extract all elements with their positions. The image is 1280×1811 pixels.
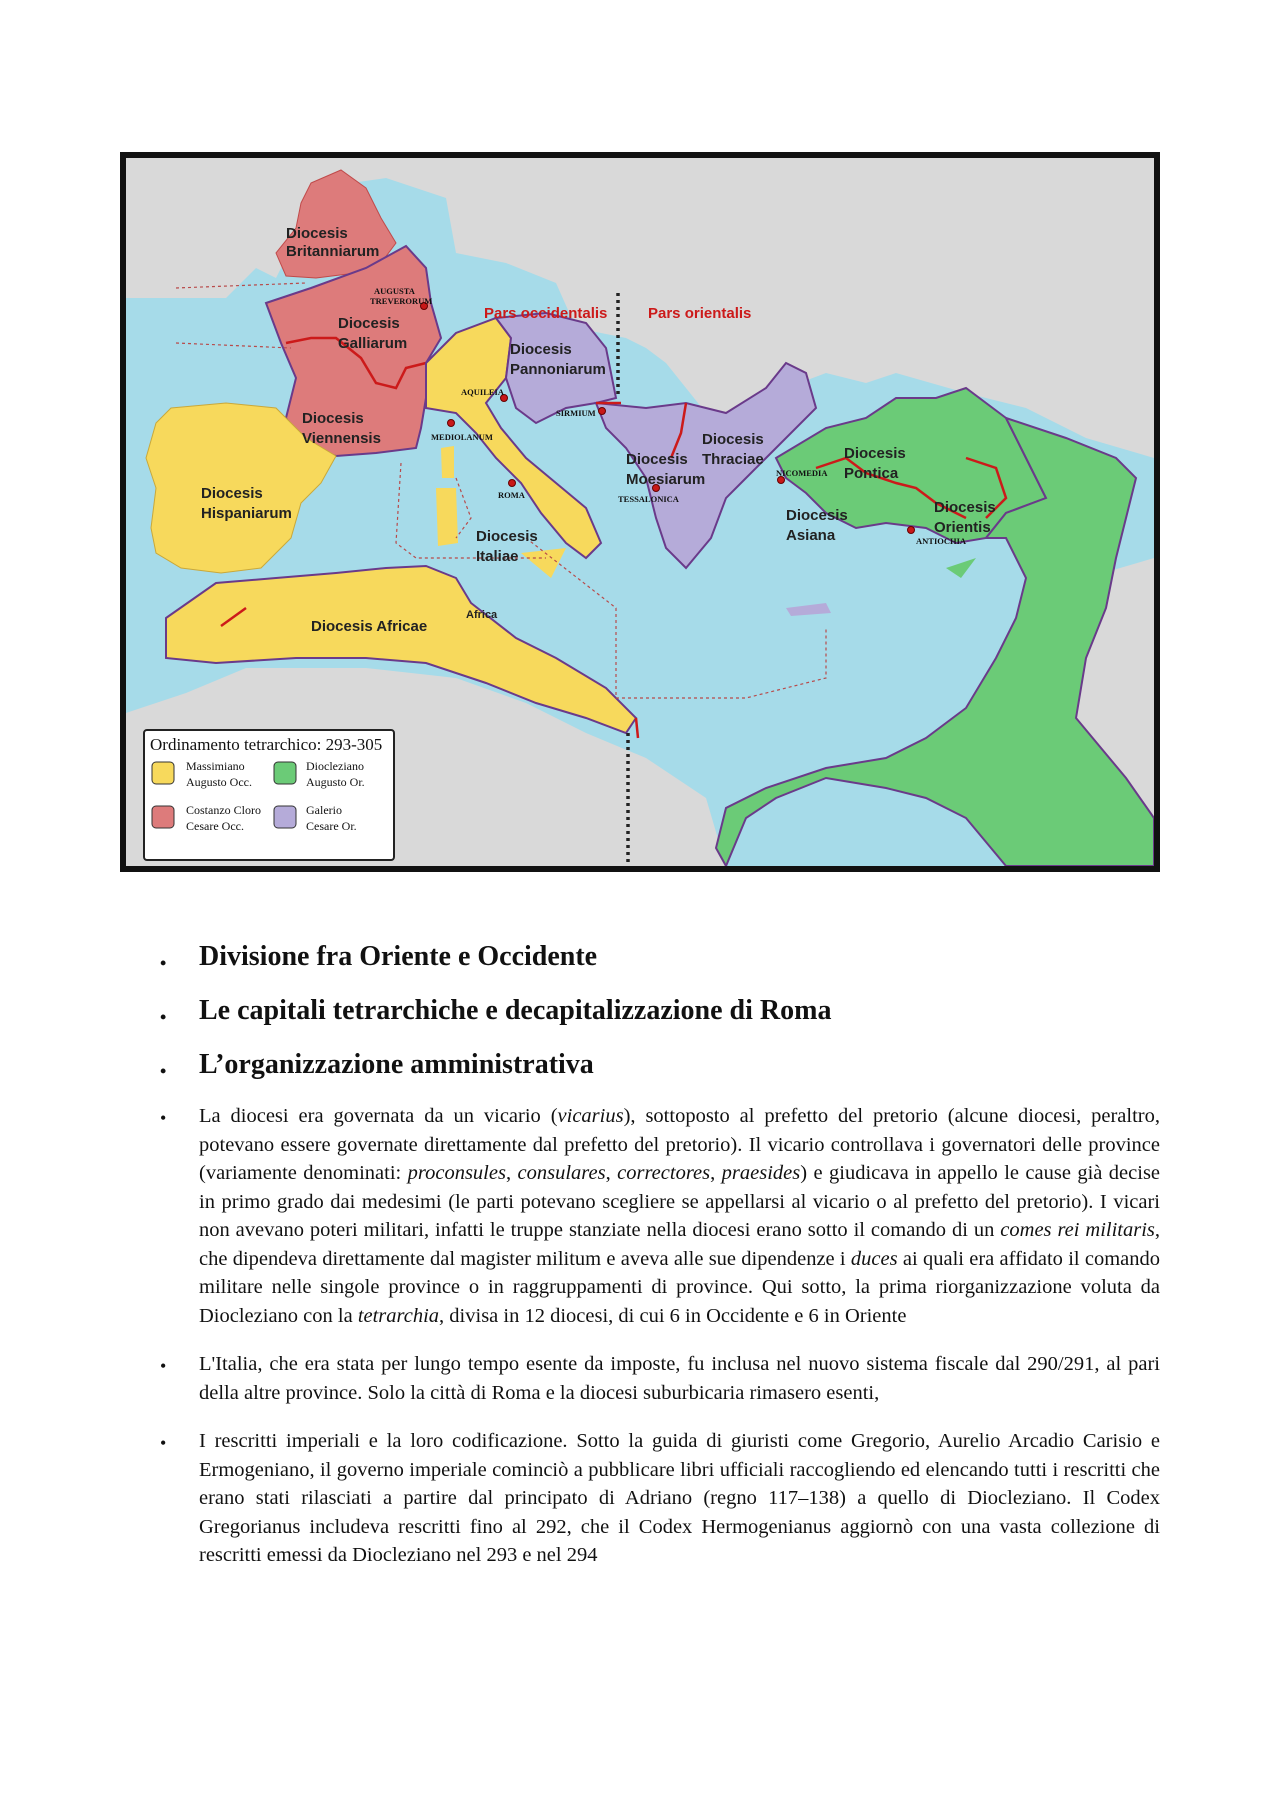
p1-italic: tetrarchia xyxy=(357,1304,440,1327)
legend-costanzo-1: Costanzo Cloro xyxy=(186,803,261,817)
label-pontica-1: Diocesis xyxy=(844,445,906,462)
label-britanniarum-2: Britanniarum xyxy=(286,243,380,260)
label-hispaniarum-2: Hispaniarum xyxy=(201,505,292,522)
legend-galerio-1: Galerio xyxy=(306,803,342,817)
label-pars-orientalis: Pars orientalis xyxy=(648,305,752,322)
map-image xyxy=(126,158,1154,866)
p1-text: La diocesi era governata da un vicario ( xyxy=(199,1105,558,1127)
bullet: • xyxy=(160,953,167,973)
label-pannoniarum-2: Pannoniarum xyxy=(510,361,606,378)
label-galliarum-1: Diocesis xyxy=(338,315,400,332)
isle-sardinia xyxy=(436,488,458,546)
heading-text: L’organizzazione amministrativa xyxy=(199,1049,594,1080)
label-orientis-1: Diocesis xyxy=(934,499,996,516)
legend-swatch-diocleziano xyxy=(274,762,296,784)
city-nicomedia: NICOMEDIA xyxy=(776,468,828,478)
p1-italic: correctores xyxy=(617,1162,711,1184)
legend-diocleziano-2: Augusto Or. xyxy=(306,775,365,789)
label-thraciae-1: Diocesis xyxy=(702,431,764,448)
p1-italic: duces xyxy=(850,1247,898,1270)
paragraph-rescritti xyxy=(160,1427,1160,1570)
label-pars-occidentalis: Pars occidentalis xyxy=(484,305,608,322)
p1-italic: comes rei militaris xyxy=(1000,1219,1155,1241)
paragraph-vicario xyxy=(160,1102,1160,1330)
page-text xyxy=(160,940,1160,1590)
p1-text: , xyxy=(605,1162,618,1184)
label-africa-region: Africa xyxy=(466,609,498,621)
label-asiana-2: Asiana xyxy=(786,527,836,544)
heading-capitals xyxy=(160,994,1160,1028)
label-pontica-2: Pontica xyxy=(844,465,899,482)
label-moesiarum-2: Moesiarum xyxy=(626,471,706,488)
city-antiochia: ANTIOCHIA xyxy=(916,536,967,546)
label-hispaniarum-1: Diocesis xyxy=(201,485,263,502)
isle-corsica xyxy=(441,446,454,478)
city-tessalonica: TESSALONICA xyxy=(618,494,679,504)
heading-administration xyxy=(160,1048,1160,1082)
p3-text: I rescritti imperiali e la loro codificazione. Sotto la guida di giuristi come Gregorio, Aurelio Arcadio Carisio e Ermogeniano, il governo imperiale cominciò a pubblicare libri ufficiali raccogliendo ed elencando tutti i rescritti che erano stati rilasciati a partire dal principato di Adriano (regno 117–138) a quello di Diocleziano. Il Codex Gregorianus includeva rescritti fino al 292, che il Codex Hermogenianus aggiornò con una vasta collezione di rescritti emessi da Diocleziano nel 293 e nel 294 xyxy=(199,1430,1160,1566)
bullet: • xyxy=(160,1061,167,1081)
p1-text: , divisa in 12 diocesi, di cui 6 in Occidente e 6 in Oriente xyxy=(439,1304,907,1327)
label-italiae-2: Italiae xyxy=(476,548,519,565)
bullet: • xyxy=(160,1108,167,1128)
city-sirmium: SIRMIUM xyxy=(556,408,596,418)
tetrarchy-map xyxy=(120,152,1160,872)
p2-text: L'Italia, che era stata per lungo tempo esente da imposte, fu inclusa nel nuovo sistema fiscale dal 290/291, al pari della altre province. Solo la città di Roma e la diocesi suburbicaria rimasero esenti, xyxy=(199,1353,1160,1404)
legend-costanzo-2: Cesare Occ. xyxy=(186,819,244,833)
p1-italic: consulares xyxy=(517,1162,606,1184)
legend-swatch-costanzo xyxy=(152,806,174,828)
bullet: • xyxy=(160,1433,167,1453)
label-thraciae-2: Thraciae xyxy=(702,451,764,468)
label-viennensis-2: Viennensis xyxy=(302,430,381,447)
bullet: • xyxy=(160,1007,167,1027)
label-galliarum-2: Galliarum xyxy=(338,335,408,352)
p1-italic: proconsules xyxy=(407,1162,506,1184)
label-pannoniarum-1: Diocesis xyxy=(510,341,572,358)
p1-italic: praesides xyxy=(721,1162,801,1184)
p1-italic: vicarius xyxy=(557,1105,624,1127)
paragraph-italia xyxy=(160,1350,1160,1407)
p1-text: ai quali era affidato il comando militare nelle singole province o in raggruppamenti di province. Qui sotto, la prima riorganizzazione voluta da Diocleziano con la xyxy=(199,1247,1161,1327)
city-augusta-1: AUGUSTA xyxy=(374,286,415,296)
legend-swatch-galerio xyxy=(274,806,296,828)
label-italiae-1: Diocesis xyxy=(476,528,538,545)
p1-text: , xyxy=(505,1162,518,1184)
label-orientis-2: Orientis xyxy=(934,519,991,536)
p1-text: , xyxy=(710,1162,722,1184)
legend-swatch-massimiano xyxy=(152,762,174,784)
label-viennensis-1: Diocesis xyxy=(302,410,364,427)
label-asiana-1: Diocesis xyxy=(786,507,848,524)
city-aquileia: AQUILEIA xyxy=(461,387,504,397)
label-africae: Diocesis Africae xyxy=(311,618,428,635)
city-mediolanum: MEDIOLANUM xyxy=(431,432,493,442)
p1-text: ) e giudicava in appello le cause già decise in primo grado dai medesimi (le parti potevano scegliere se appellarsi al vicario o al prefetto del pretorio). I vicari non avevano poteri militari, infatti le truppe stanziate nella diocesi erano sotto il comando di un xyxy=(199,1162,1161,1241)
city-augusta-2: TREVERORUM xyxy=(370,296,433,306)
label-britanniarum-1: Diocesis xyxy=(286,225,348,242)
legend-title: Ordinamento tetrarchico: 293-305 xyxy=(150,735,383,754)
legend-diocleziano-1: Diocleziano xyxy=(306,759,364,773)
p1-text: ), sottoposto al prefetto del pretorio (alcune diocesi, peraltro, potevano essere governate direttamente dal prefetto del pretorio). Il vicario controllava i governatori delle province (variamente denominati: xyxy=(199,1105,1160,1184)
city-roma: ROMA xyxy=(498,490,525,500)
p1-text: , che dipendeva direttamente dal magister militum e aveva alle sue dipendenze i xyxy=(199,1219,1161,1270)
label-moesiarum-1: Diocesis xyxy=(626,451,688,468)
legend-massimiano-2: Augusto Occ. xyxy=(186,775,252,789)
bullet: • xyxy=(160,1356,167,1376)
heading-text: Le capitali tetrarchiche e decapitalizzazione di Roma xyxy=(199,995,832,1026)
heading-text: Divisione fra Oriente e Occidente xyxy=(199,941,598,972)
map-legend xyxy=(144,730,394,860)
heading-division xyxy=(160,940,1160,974)
legend-massimiano-1: Massimiano xyxy=(186,759,245,773)
legend-galerio-2: Cesare Or. xyxy=(306,819,357,833)
